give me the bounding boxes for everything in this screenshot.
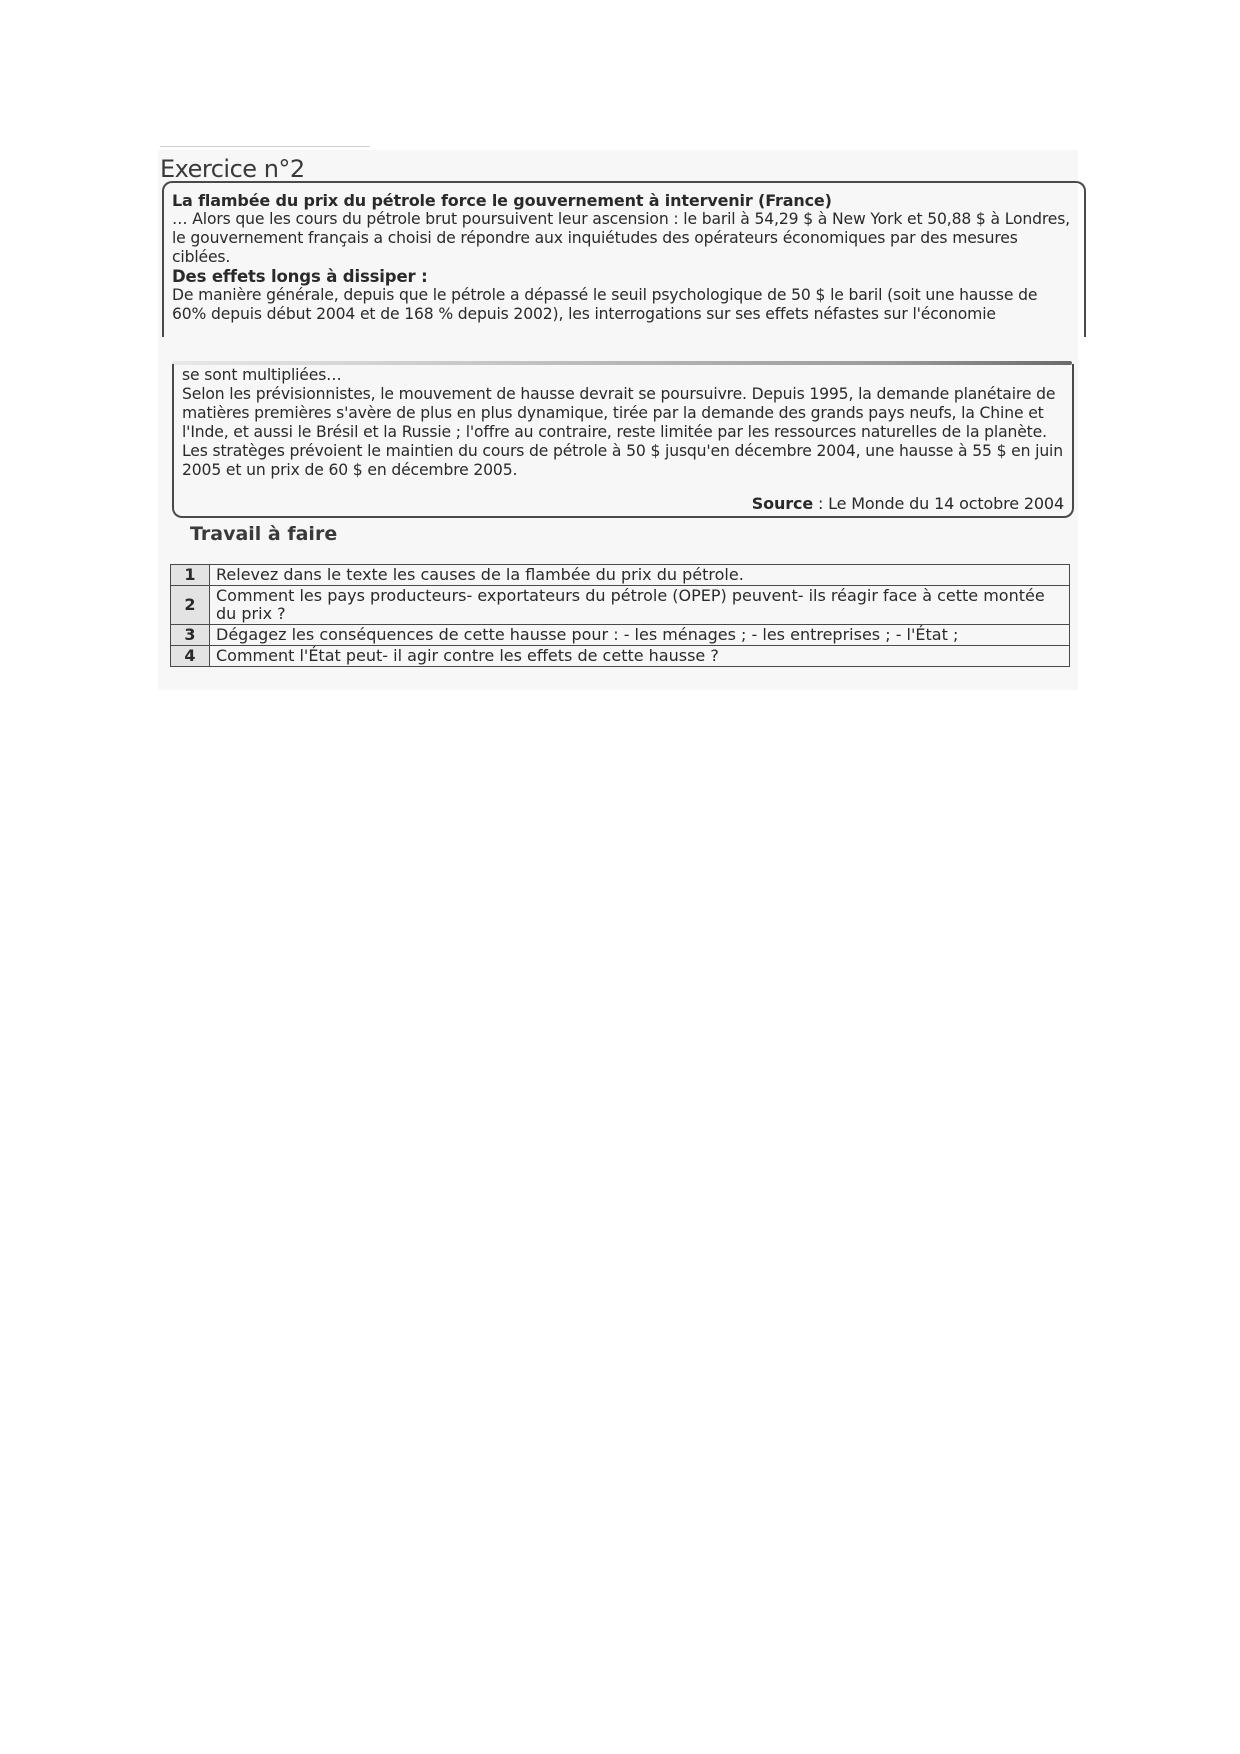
task-number: 4 <box>171 646 210 667</box>
task-number: 2 <box>171 586 210 625</box>
source-text: : Le Monde du 14 octobre 2004 <box>813 494 1064 513</box>
article-intro: … Alors que les cours du pétrole brut poursuivent leur ascension : le baril à 54,29 $ à New York et 50,88 $ à Londres, le gouvernement français a choisi de répondre aux inquiétudes des opérateurs économiques par des mesures ciblées. <box>172 210 1070 266</box>
task-text: Dégagez les conséquences de cette hausse pour : - les ménages ; - les entreprises ; - l'État ; <box>210 625 1070 646</box>
task-number: 3 <box>171 625 210 646</box>
table-row <box>171 586 1070 625</box>
article-paragraph-part2: se sont multipliées… <box>182 366 342 384</box>
article-box-bottom <box>172 364 1074 518</box>
task-text: Comment l'État peut- il agir contre les effets de cette hausse ? <box>210 646 1070 667</box>
task-text: Relevez dans le texte les causes de la flambée du prix du pétrole. <box>210 565 1070 586</box>
article-headline: La flambée du prix du pétrole force le gouvernement à intervenir (France) <box>172 191 832 210</box>
task-text: Comment les pays producteurs- exportateurs du pétrole (OPEP) peuvent- ils réagir face à cette montée du prix ? <box>210 586 1070 625</box>
article-subheading: Des effets longs à dissiper : <box>172 267 428 286</box>
source-label: Source <box>751 494 814 513</box>
tasks-table <box>170 564 1070 667</box>
article-forecast: Selon les prévisionnistes, le mouvement de hausse devrait se poursuivre. Depuis 1995, la demande planétaire de matières premières s'avère de plus en plus dynamique, tirée par la demande des grands pays neufs, la Chine et l'Inde, et aussi le Brésil et la Russie ; l'offre au contraire, reste limitée par les ressources naturelles de la planète. Les stratèges prévoient le maintien du cours de pétrole à 50 $ jusqu'en décembre 2004, une hausse à 55 $ en juin 2005 et un prix de 60 $ en décembre 2005. <box>182 385 1063 479</box>
work-title: Travail à faire <box>190 523 338 545</box>
table-row <box>171 625 1070 646</box>
article-source <box>752 494 1064 513</box>
top-divider <box>160 146 370 147</box>
exercise-title: Exercice n°2 <box>160 155 305 183</box>
article-paragraph-part1: De manière générale, depuis que le pétrole a dépassé le seuil psychologique de 50 $ le baril (soit une hausse de 60% depuis début 2004 et de 168 % depuis 2002), les interrogations sur ses effets néfastes sur l'économie <box>172 286 1038 323</box>
table-row <box>171 565 1070 586</box>
task-number: 1 <box>171 565 210 586</box>
article-box-top <box>162 181 1086 337</box>
table-row <box>171 646 1070 667</box>
